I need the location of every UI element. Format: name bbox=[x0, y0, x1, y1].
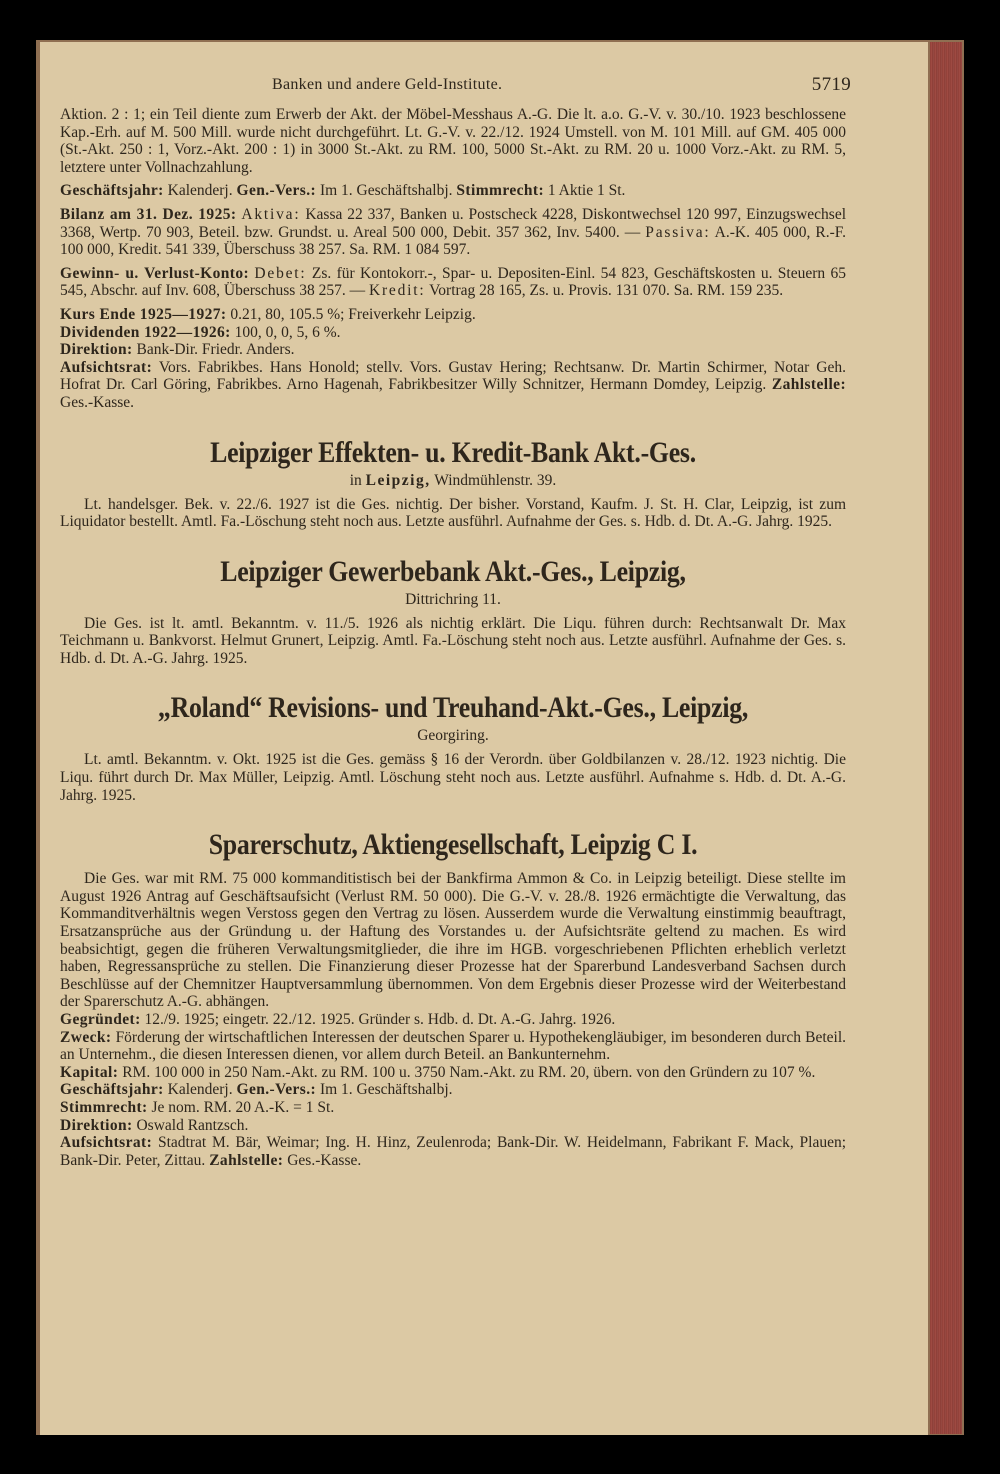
label-direktion: Direktion: bbox=[60, 341, 133, 359]
value-direktion: Oswald Rantzsch. bbox=[136, 1116, 249, 1134]
value-geschaeftsjahr: Kalenderj. bbox=[167, 1081, 233, 1099]
kurs-line bbox=[60, 306, 846, 324]
founded-line bbox=[60, 1011, 846, 1029]
entry-sparerschutz bbox=[60, 828, 846, 1169]
value-stimmrecht: 1 Aktie 1 St. bbox=[547, 182, 626, 200]
label-kurs: Kurs Ende 1925—1927: bbox=[60, 305, 227, 323]
label-geschaeftsjahr: Geschäftsjahr: bbox=[60, 1081, 164, 1099]
label-gen-vers: Gen.-Vers.: bbox=[236, 182, 317, 200]
label-zahlstelle: Zahlstelle: bbox=[771, 376, 847, 394]
value-zweck: Förderung der wirtschaftlichen Interessen der deutschen Sparer u. Hypothekengläubiger, im besonderen durch Beteil. an Unternehm., die diesen Interessen dienen, vor allem durch Beteil. an Bankunternehm. bbox=[60, 1028, 846, 1064]
paragraph: Lt. amtl. Bekanntm. v. Okt. 1925 ist die Ges. gemäss § 16 der Verordn. über Goldbilanzen v. 28./12. 1923 nichtig. Die Liqu. führt durch Dr. Max Müller, Leipzig. Amtl. Löschung steht noch aus. Letzte ausführl. Aufnahme s. Hdb. d. Dt. A.-G. Jahrg. 1925. bbox=[60, 751, 846, 804]
value-aktiva: Kassa 22 337, Banken u. Postscheck 4228, Diskontwechsel 120 997, Einzugswechsel 3368, Wertp. 70 903, Beteil. bzw. Grundst. u. Areal 500 000, Debit. 357 362, Inv. 5400. — bbox=[60, 205, 847, 241]
page bbox=[40, 42, 928, 1435]
label-stimmrecht: Stimmrecht: bbox=[60, 1098, 148, 1116]
label-aktiva: Aktiva: bbox=[241, 205, 301, 223]
value-kapital: RM. 100 000 in 250 Nam.-Akt. zu RM. 100 u. 3750 Nam.-Akt. zu RM. 20, übern. von den Gründern zu 107 %. bbox=[122, 1063, 816, 1081]
capital-line bbox=[60, 1064, 846, 1082]
location-city: Leipzig, bbox=[365, 471, 431, 489]
entry-title: „Roland“ Revisions- und Treuhand-Akt.-Ges., Leipzig, bbox=[157, 691, 749, 725]
page-number: 5719 bbox=[811, 74, 851, 95]
entry-effekten bbox=[60, 436, 846, 531]
label-bilanz: Bilanz am 31. Dez. 1925: bbox=[60, 205, 237, 223]
location-prefix: in bbox=[349, 471, 362, 489]
value-gen-vers: Im 1. Geschäftshalbj. bbox=[319, 1081, 453, 1099]
value-gen-vers: Im 1. Geschäftshalbj. bbox=[319, 182, 453, 200]
value-zahlstelle: Ges.-Kasse. bbox=[287, 1151, 362, 1169]
label-stimmrecht: Stimmrecht: bbox=[456, 182, 545, 200]
label-geschaeftsjahr: Geschäftsjahr: bbox=[60, 182, 164, 200]
profit-loss bbox=[60, 265, 846, 300]
value-debet: Zs. für Kontokorr.-, Spar- u. Depositen-Einl. 54 823, Geschäftskosten u. Steuern 65 545, Abschr. auf Inv. 608, Überschuss 38 257. — bbox=[60, 264, 846, 300]
entry-location bbox=[60, 472, 846, 490]
label-gewinn: Gewinn- u. Verlust-Konto: bbox=[60, 264, 250, 282]
label-dividenden: Dividenden 1922—1926: bbox=[60, 323, 231, 341]
header-title: Banken und andere Geld-Institute. bbox=[272, 76, 503, 93]
entry-title: Leipziger Effekten- u. Kredit-Bank Akt.-Ges. bbox=[210, 435, 696, 469]
location-address: Windmühlenstr. 39. bbox=[434, 471, 557, 489]
entry-roland bbox=[60, 691, 846, 804]
label-zweck: Zweck: bbox=[60, 1028, 112, 1046]
board-line bbox=[60, 359, 846, 412]
page-content bbox=[60, 72, 851, 1169]
value-aufsichtsrat: Vors. Fabrikbes. Hans Honold; stellv. Vors. Gustav Hering; Rechtsanw. Dr. Martin Schirmer, Notar Geh. Hofrat Dr. Carl Göring, Fabrikbes. Arno Hagenah, Fabrikbesitzer Willy Schnitzer, Hermann Domdey, Leipzig. bbox=[60, 358, 846, 394]
value-stimmrecht: Je nom. RM. 20 A.-K. = 1 St. bbox=[151, 1098, 335, 1116]
purpose-line bbox=[60, 1029, 846, 1064]
label-aufsichtsrat: Aufsichtsrat: bbox=[60, 1134, 153, 1152]
running-header bbox=[60, 72, 851, 106]
label-aufsichtsrat: Aufsichtsrat: bbox=[60, 358, 153, 376]
entry-address: Dittrichring 11. bbox=[405, 590, 501, 608]
fiscal-line bbox=[60, 1081, 846, 1099]
entry-continuation bbox=[60, 106, 846, 412]
paragraph: Die Ges. ist lt. amtl. Bekanntm. v. 11./5. 1926 als nichtig erklärt. Die Liqu. führen durch: Rechtsanwalt Dr. Max Teichmann u. Bankvorst. Helmut Grunert, Leipzig. Amtl. Fa.-Löschung steht noch aus. Letzte ausführl. Aufnahme der Ges. s. Hdb. d. Dt. A.-G. Jahrg. 1925. bbox=[60, 614, 846, 667]
fiscal-line bbox=[60, 182, 846, 200]
label-debet: Debet: bbox=[254, 264, 307, 282]
value-aufsichtsrat: Stadtrat M. Bär, Weimar; Ing. H. Hinz, Zeulenroda; Bank-Dir. W. Heidelmann, Fabrikant F. Mack, Plauen; Bank-Dir. Peter, Zittau. bbox=[60, 1134, 847, 1169]
voting-line bbox=[60, 1099, 846, 1117]
value-zahlstelle: Ges.-Kasse. bbox=[60, 393, 135, 411]
value-kurs: 0.21, 80, 105.5 %; Freiverkehr Leipzig. bbox=[230, 305, 476, 323]
value-gegruendet: 12./9. 1925; eingetr. 22./12. 1925. Gründer s. Hdb. d. Dt. A.-G. Jahrg. 1926. bbox=[144, 1011, 616, 1028]
entry-gewerbebank bbox=[60, 555, 846, 668]
value-kredit: Vortrag 28 165, Zs. u. Provis. 131 070. Sa. RM. 159 235. bbox=[429, 282, 784, 300]
label-kredit: Kredit: bbox=[368, 282, 426, 300]
value-geschaeftsjahr: Kalenderj. bbox=[167, 182, 233, 200]
label-gegruendet: Gegründet: bbox=[60, 1011, 141, 1028]
value-passiva: A.-K. 405 000, R.-F. 100 000, Kredit. 541 339, Überschuss 38 257. Sa. RM. 1 084 597. bbox=[60, 223, 846, 259]
balance-sheet bbox=[60, 206, 846, 259]
paragraph: Aktion. 2 : 1; ein Teil diente zum Erwerb der Akt. der Möbel-Messhaus A.-G. Die lt. a.o. G.-V. v. 30./10. 1923 beschlossene Kap.-Erh. auf M. 500 Mill. wurde nicht durchgeführt. Lt. G.-V. v. 22./12. 1924 Umstell. von M. 101 Mill. auf GM. 405 000 (St.-Akt. 250 : 1, Vorz.-Akt. 200 : 1) in 3000 St.-Akt. zu RM. 100, 5000 St.-Akt. zu RM. 20 u. 1000 Vorz.-Akt. zu RM. 5, letztere unter Vollnachzahlung. bbox=[60, 106, 846, 176]
paragraph: Die Ges. war mit RM. 75 000 kommanditistisch bei der Bankfirma Ammon & Co. in Leipzig beteiligt. Diese stellte im August 1926 Antrag auf Geschäftsaufsicht (Verlust RM. 50 000). Die G.-V. v. 28./8. 1926 ermächtigte die Verwaltung, das Kommanditverhältnis wegen Verstoss gegen den Vertrag zu lösen. Ausserdem wurde die Verwaltung einstimmig beauftragt, Ersatzansprüche aus der Gründung u. der Haftung des Vorstandes u. der Aufsichtsräte geltend zu machen. Es wird beabsichtigt, gegen die früheren Verwaltungsmitglieder, die ihre im HGB. vorgeschriebenen Pflichten erheblich verletzt haben, Regressansprüche zu stellen. Die Finanzierung dieser Prozesse hat der Sparerbund Landesverband Sachsen durch Beschlüsse auf der Chemnitzer Hauptversammlung übernommen. Von dem Ergebnis dieser Prozesse wird der Weiterbestand der Sparerschutz A.-G. abhängen. bbox=[60, 870, 846, 1011]
entry-address: Georgiring. bbox=[417, 727, 489, 745]
dividend-line bbox=[60, 324, 846, 342]
value-direktion: Bank-Dir. Friedr. Anders. bbox=[136, 341, 295, 359]
page-edges bbox=[930, 42, 962, 1434]
label-passiva: Passiva: bbox=[645, 223, 711, 241]
board-line bbox=[60, 1134, 846, 1169]
paragraph: Lt. handelsger. Bek. v. 22./6. 1927 ist die Ges. nichtig. Der bisher. Vorstand, Kaufm. J. St. H. Clar, Leipzig, ist zum Liquidator bestellt. Amtl. Fa.-Löschung steht noch aus. Letzte ausführl. Aufnahme der Ges. s. Hdb. d. Dt. A.-G. Jahrg. 1925. bbox=[60, 495, 846, 531]
label-kapital: Kapital: bbox=[60, 1063, 119, 1081]
label-zahlstelle: Zahlstelle: bbox=[209, 1151, 284, 1169]
label-direktion: Direktion: bbox=[60, 1116, 133, 1134]
label-gen-vers: Gen.-Vers.: bbox=[236, 1081, 317, 1099]
value-dividenden: 100, 0, 0, 5, 6 %. bbox=[234, 323, 341, 341]
direction-line bbox=[60, 1117, 846, 1135]
direction-line bbox=[60, 341, 846, 359]
entry-title: Sparerschutz, Aktiengesellschaft, Leipzig C I. bbox=[208, 828, 698, 862]
entry-title: Leipziger Gewerbebank Akt.-Ges., Leipzig, bbox=[220, 554, 686, 588]
